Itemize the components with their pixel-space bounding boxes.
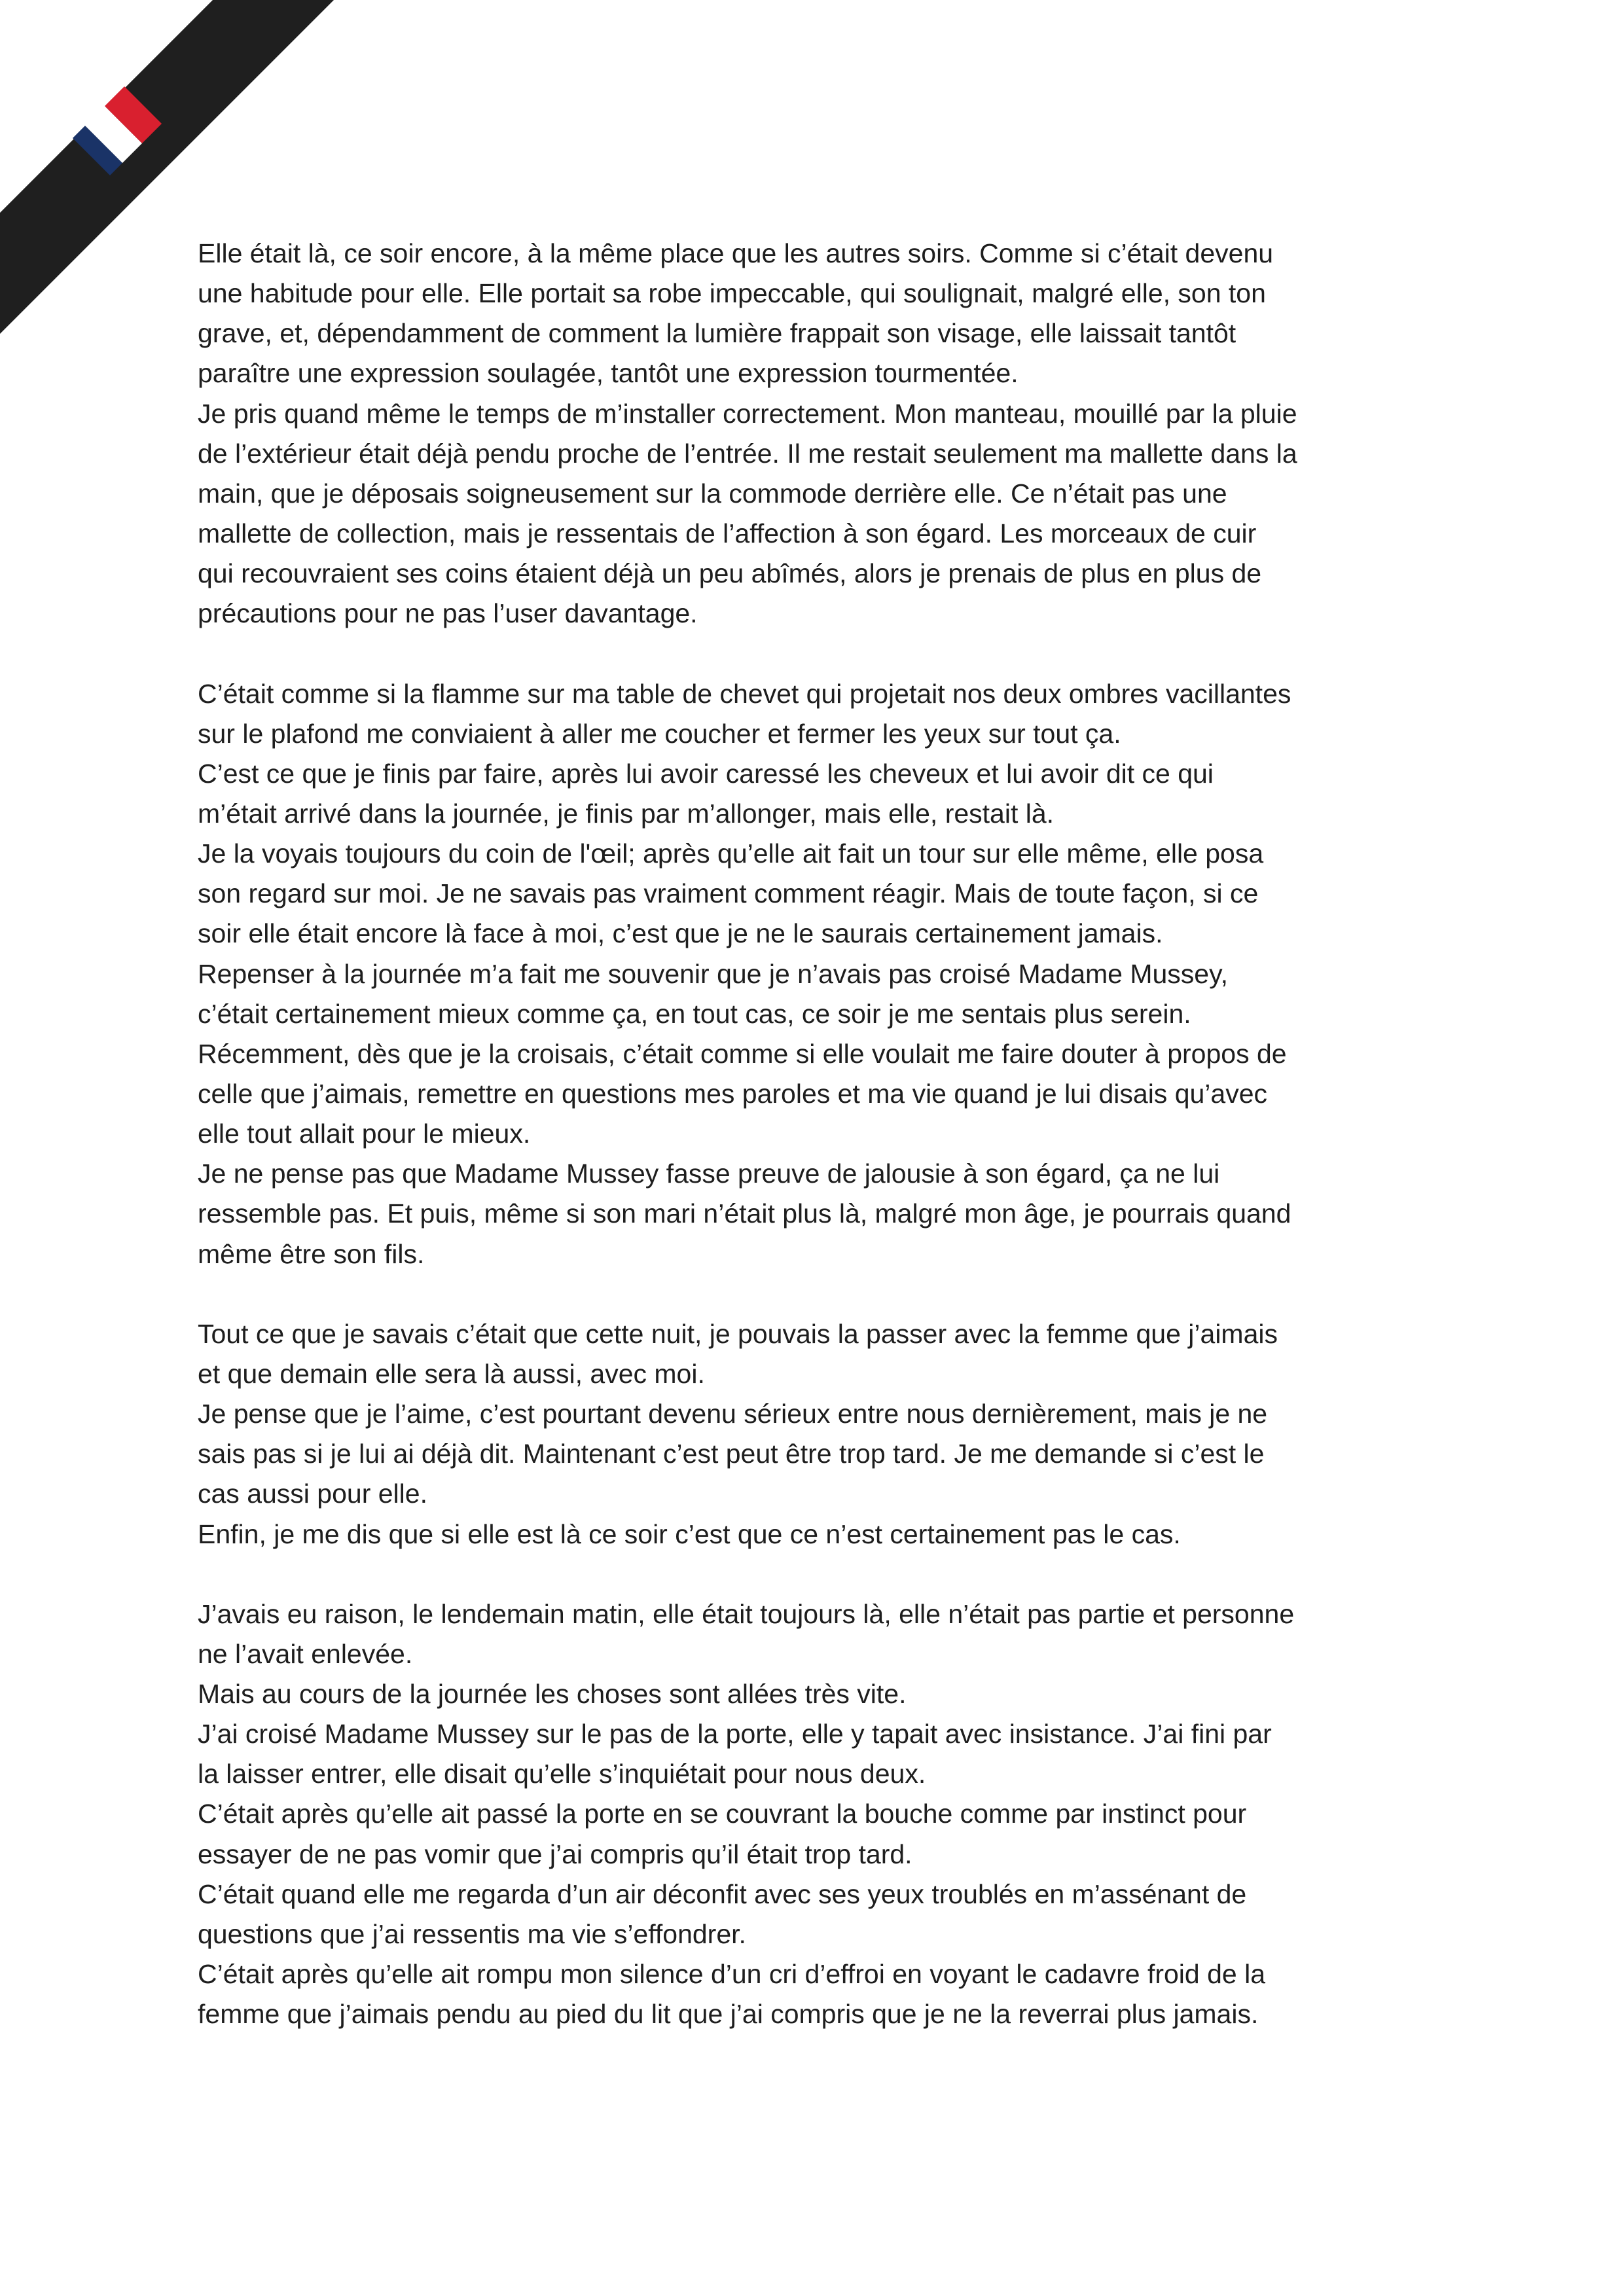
paragraph-spacer bbox=[198, 1274, 1441, 1314]
text-line: ne l’avait enlevée. bbox=[198, 1638, 413, 1669]
text-line: m’était arrivé dans la journée, je finis par m’allonger, mais elle, restait là. bbox=[198, 798, 1055, 829]
text-line: Elle était là, ce soir encore, à la même place que les autres soirs. Comme si c’était devenu bbox=[198, 238, 1274, 268]
text-line: ressemble pas. Et puis, même si son mari n’était plus là, malgré mon âge, je pourrais quand bbox=[198, 1198, 1291, 1229]
text-line: précautions pour ne pas l’user davantage. bbox=[198, 598, 698, 629]
text-line: qui recouvraient ses coins étaient déjà un peu abîmés, alors je prenais de plus en plus de bbox=[198, 558, 1262, 589]
text-line: sur le plafond me conviaient à aller me coucher et fermer les yeux sur tout ça. bbox=[198, 718, 1121, 749]
text-line: paraître une expression soulagée, tantôt une expression tourmentée. bbox=[198, 358, 1019, 389]
paragraph-spacer bbox=[198, 1554, 1441, 1594]
text-line: la laisser entrer, elle disait qu’elle s’inquiétait pour nous deux. bbox=[198, 1759, 926, 1789]
text-line: même être son fils. bbox=[198, 1238, 425, 1269]
text-line: de l’extérieur était déjà pendu proche de l’entrée. Il me restait seulement ma mallette dans la bbox=[198, 438, 1297, 469]
text-line: grave, et, dépendamment de comment la lumière frappait son visage, elle laissait tantôt bbox=[198, 318, 1236, 349]
text-line: C’était quand elle me regarda d’un air déconfit avec ses yeux troublés en m’assénant de bbox=[198, 1878, 1247, 1909]
text-line: Repenser à la journée m’a fait me souvenir que je n’avais pas croisé Madame Mussey, bbox=[198, 958, 1228, 989]
text-line: questions que j’ai ressentis ma vie s’effondrer. bbox=[198, 1918, 746, 1949]
text-line: Tout ce que je savais c’était que cette nuit, je pouvais la passer avec la femme que j’aimais bbox=[198, 1318, 1278, 1349]
text-line: son regard sur moi. Je ne savais pas vraiment comment réagir. Mais de toute façon, si ce bbox=[198, 878, 1259, 909]
text-line: Je ne pense pas que Madame Mussey fasse preuve de jalousie à son égard, ça ne lui bbox=[198, 1158, 1220, 1189]
text-line: main, que je déposais soigneusement sur la commode derrière elle. Ce n’était pas une bbox=[198, 478, 1227, 509]
text-line: J’ai croisé Madame Mussey sur le pas de la porte, elle y tapait avec insistance. J’ai fini par bbox=[198, 1719, 1272, 1749]
text-line: cas aussi pour elle. bbox=[198, 1479, 427, 1509]
text-line: femme que j’aimais pendu au pied du lit que j’ai compris que je ne la reverrai plus jamais. bbox=[198, 1999, 1259, 2030]
text-line: essayer de ne pas vomir que j’ai compris qu’il était trop tard. bbox=[198, 1839, 912, 1869]
text-line: Enfin, je me dis que si elle est là ce soir c’est que ce n’est certainement pas le cas. bbox=[198, 1518, 1181, 1549]
text-line: Récemment, dès que je la croisais, c’était comme si elle voulait me faire douter à propos de bbox=[198, 1038, 1287, 1069]
text-line: une habitude pour elle. Elle portait sa robe impeccable, qui soulignait, malgré elle, son ton bbox=[198, 278, 1266, 309]
text-line: c’était certainement mieux comme ça, en tout cas, ce soir je me sentais plus serein. bbox=[198, 998, 1191, 1029]
text-line: J’avais eu raison, le lendemain matin, elle était toujours là, elle n’était pas partie et personne bbox=[198, 1598, 1295, 1629]
text-line: soir elle était encore là face à moi, c’est que je ne le saurais certainement jamais. bbox=[198, 918, 1163, 949]
text-line: Je pense que je l’aime, c’est pourtant devenu sérieux entre nous dernièrement, mais je ne bbox=[198, 1399, 1268, 1429]
text-line: C’était comme si la flamme sur ma table de chevet qui projetait nos deux ombres vacillantes bbox=[198, 678, 1291, 709]
document-body bbox=[198, 234, 1441, 2034]
paragraph-spacer bbox=[198, 634, 1441, 673]
text-line: mallette de collection, mais je ressentais de l’affection à son égard. Les morceaux de cuir bbox=[198, 518, 1257, 548]
text-line: C’était après qu’elle ait passé la porte en se couvrant la bouche comme par instinct pour bbox=[198, 1799, 1247, 1829]
text-line: Je pris quand même le temps de m’installer correctement. Mon manteau, mouillé par la pluie bbox=[198, 398, 1297, 429]
text-line: Mais au cours de la journée les choses sont allées très vite. bbox=[198, 1679, 907, 1710]
text-line: celle que j’aimais, remettre en questions mes paroles et ma vie quand je lui disais qu’avec bbox=[198, 1078, 1268, 1109]
text-line: C’était après qu’elle ait rompu mon silence d’un cri d’effroi en voyant le cadavre froid de la bbox=[198, 1959, 1266, 1990]
text-line: Je la voyais toujours du coin de l'œil; après qu’elle ait fait un tour sur elle même, elle posa bbox=[198, 838, 1264, 869]
text-line: C’est ce que je finis par faire, après lui avoir caressé les cheveux et lui avoir dit ce qui bbox=[198, 758, 1214, 789]
text-line: elle tout allait pour le mieux. bbox=[198, 1119, 531, 1149]
text-line: et que demain elle sera là aussi, avec moi. bbox=[198, 1358, 705, 1389]
text-line: sais pas si je lui ai déjà dit. Maintenant c’est peut être trop tard. Je me demande si c’est le bbox=[198, 1439, 1265, 1469]
